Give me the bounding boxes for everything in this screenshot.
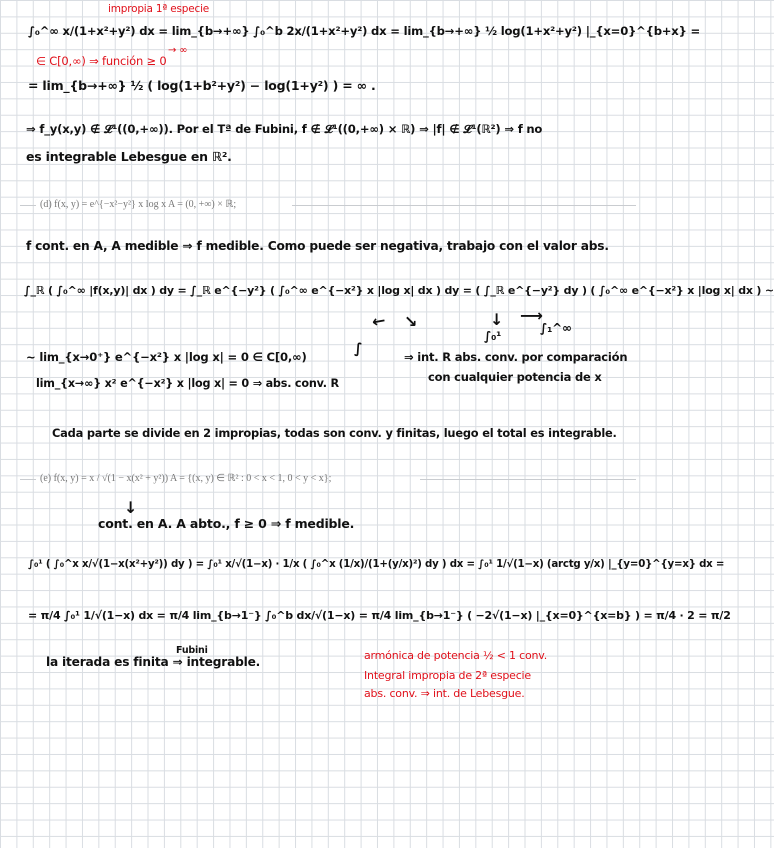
red-note-improper-second-kind: Integral impropia de 2ª especie [364,669,531,682]
red-note-lebesgue: abs. conv. ⇒ int. de Lebesgue. [364,687,525,700]
equation-result-pi-half: = π/4 ∫₀¹ 1/√(1−x) dx = π/4 lim_{b→1⁻} ∫₀^b dx/√(1−x) = π/4 lim_{b→1⁻} ( −2√(1−x) |_{x=0}^{x=b} ) = π/4 · 2 = π/2 [28,609,731,622]
text-abs-conv-comparison: ⇒ int. R abs. conv. por comparación [404,350,628,364]
red-note-harmonic: armónica de potencia ½ < 1 conv. [364,649,548,662]
arrow-to-int1: ↓ [490,310,504,329]
label-integral-1-inf: ∫₁^∞ [540,321,572,335]
annotation-fubini: Fubini [176,645,208,656]
text-limit-infinity-d: lim_{x→∞} x² e^{−x²} x |log x| = 0 ⇒ abs. conv. R [36,377,339,390]
annotation-continuity: ∈ C[0,∞) ⇒ función ≥ 0 [36,54,167,68]
arrow-down-e: ↓ [124,498,138,517]
annotation-to-infinity: → ∞ [168,45,188,56]
annotation-improper-integral: impropia 1ª especie [108,3,210,15]
label-integral-0-1: ∫₀¹ [484,329,502,343]
text-measurability-d: f cont. en A, A medible ⇒ f medible. Como puede ser negativa, trabajo con el valor abs. [26,239,609,253]
equation-iterated-integral-e: ∫₀¹ ( ∫₀^x x/√(1−x(x²+y²)) dy ) = ∫₀¹ x/√(1−x) · 1/x ( ∫₀^x (1/x)/(1+(y/x)²) dy ) dx = ∫₀¹ 1/√(1−x) (arctg y/x) |_{y=0}^{y=x} dx = [28,559,725,570]
arrow-left-branch: ↙ [367,309,390,334]
label-integral-r: ∫ [354,341,363,357]
problem-statement-e: (e) f(x, y) = x / √(1 − x(x² + y²)) A = {(x, y) ∈ ℝ² : 0 < x < 1, 0 < y < x}; [40,473,332,484]
equation-limit-log: ∫₀^∞ x/(1+x²+y²) dx = lim_{b→+∞} ∫₀^b 2x/(1+x²+y²) dx = lim_{b→+∞} ½ log(1+x²+y²) |_{x=0}^{b+x} = [28,24,700,38]
text-measurability-e: cont. en A. A abto., f ≥ 0 ⇒ f medible. [98,516,355,531]
text-fubini-conclusion: ⇒ f_y(x,y) ∉ 𝓛¹((0,+∞)). Por el Tª de Fubini, f ∉ 𝓛¹((0,+∞) × ℝ) ⇒ |f| ∉ 𝓛¹(ℝ²) ⇒ f no [26,122,543,136]
equation-double-integral-d: ∫_ℝ ( ∫₀^∞ |f(x,y)| dx ) dy = ∫_ℝ e^{−y²} ( ∫₀^∞ e^{−x²} x |log x| dx ) dy = ( ∫_ℝ e^{−y²} dy ) ( ∫₀^∞ e^{−x²} x |log x| dx ) ~ [24,284,774,297]
separator-left-d [20,205,36,206]
separator-right-e [420,479,636,480]
arrow-to-int2: ⟶ [520,306,543,325]
equation-limit-divergent: = lim_{b→+∞} ½ ( log(1+b²+y²) − log(1+y²) ) = ∞ . [28,78,376,93]
text-not-lebesgue-integrable: es integrable Lebesgue en ℝ². [26,149,232,164]
separator-left-e [20,479,36,480]
problem-statement-d: (d) f(x, y) = e^{−x²−y²} x log x A = (0, +∞) × ℝ; [40,199,237,210]
text-limit-zero-d: ~ lim_{x→0⁺} e^{−x²} x |log x| = 0 ∈ C[0,∞) [26,350,307,364]
text-any-power: con cualquier potencia de x [428,370,602,384]
text-conclusion-e: la iterada es finita ⇒ integrable. [46,655,261,669]
separator-right-d [292,205,636,206]
text-conclusion-d: Cada parte se divide en 2 impropias, todas son conv. y finitas, luego el total es integrable. [52,426,617,440]
arrow-right-branch: ↘ [404,312,418,331]
